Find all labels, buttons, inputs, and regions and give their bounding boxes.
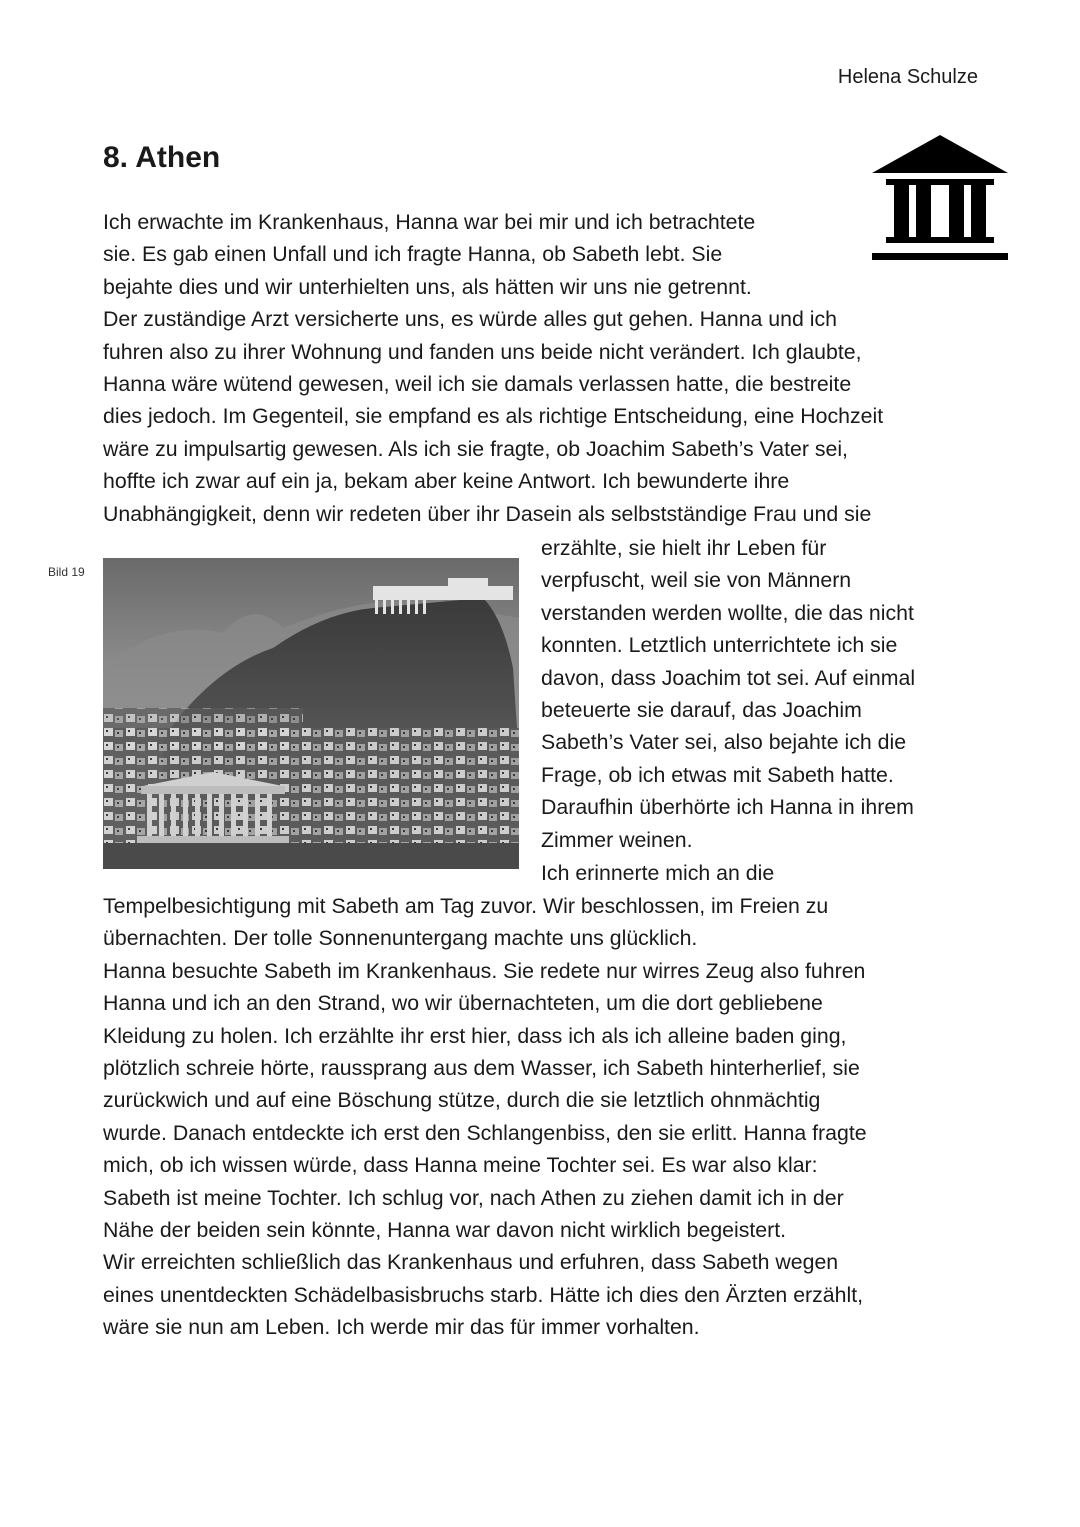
text-line: mich, ob ich wissen würde, dass Hanna meine Tochter sei. Es war also klar: [103,1153,818,1178]
text-line: übernachten. Der tolle Sonnenuntergang machte uns glücklich. [103,926,698,951]
author-name: Helena Schulze [837,66,978,88]
text-line: Ich erinnerte mich an die [541,861,775,885]
text-line: dies jedoch. Im Gegenteil, sie empfand es als richtige Entscheidung, eine Hochzeit [103,404,884,429]
text-line: eines unentdeckten Schädelbasisbruchs starb. Hätte ich dies den Ärzten erzählt, [103,1282,864,1307]
text-line: bejahte dies und wir unterhielten uns, als hätten wir uns nie getrennt. [103,274,752,299]
paragraph-continuation [103,890,983,1344]
text-line: hoffte ich zwar auf ein ja, bekam aber keine Antwort. Ich bewunderte ihre [103,469,790,494]
text-line: Wir erreichten schließlich das Krankenhaus und erfuhren, dass Sabeth wegen [103,1250,839,1275]
text-line: verstanden werden wollte, die das nicht [541,600,914,625]
text-line: wurde. Danach entdeckte ich erst den Schlangenbiss, den sie erlitt. Hanna fragte [103,1120,867,1145]
text-line: Zimmer weinen. [541,827,693,852]
text-line: verpfuscht, weil sie von Männern [541,568,852,593]
text-line: Nähe der beiden sein könnte, Hanna war davon nicht wirklich begeistert. [103,1218,787,1243]
text-line: sie. Es gab einen Unfall und ich fragte Hanna, ob Sabeth lebt. Sie [103,242,723,267]
text-line: plötzlich schreie hörte, raussprang aus dem Wasser, ich Sabeth hinterherlief, sie [103,1056,860,1081]
athens-acropolis-photo [103,558,519,869]
text-line: beteuerte sie darauf, das Joachim [541,698,862,723]
text-line: Hanna und ich an den Strand, wo wir übernachteten, um die dort gebliebene [103,991,823,1016]
paragraph-temple-start [541,857,981,889]
text-line: Kleidung zu holen. Ich erzählte ihr erst hier, dass ich als ich alleine baden ging, [103,1023,847,1048]
text-line: Ich erwachte im Krankenhaus, Hanna war bei mir und ich betrachtete [103,210,756,234]
text-line: zurückwich und auf eine Böschung stütze, durch die sie letztlich ohnmächtig [103,1088,821,1113]
chapter-title: 8. Athen [103,141,221,174]
text-line: Hanna besuchte Sabeth im Krankenhaus. Sie redete nur wirres Zeug also fuhren [103,958,866,983]
text-line: wäre sie nun am Leben. Ich werde mir das für immer vorhalten. [103,1315,700,1340]
text-line: Unabhängigkeit, denn wir redeten über ihr Dasein als selbstständige Frau und sie [103,501,872,526]
paragraph-wrap-right [541,532,981,856]
text-line: wäre zu impulsartig gewesen. Als ich sie fragte, ob Joachim Sabeth’s Vater sei, [103,436,848,461]
text-line: konnten. Letztlich unterrichtete ich sie [541,633,898,658]
figure-caption: Bild 19 [48,565,85,579]
text-line: Sabeth’s Vater sei, also bejahte ich die [541,730,907,755]
text-line: davon, dass Joachim tot sei. Auf einmal [541,665,916,690]
text-line: Sabeth ist meine Tochter. Ich schlug vor, nach Athen zu ziehen damit ich in der [103,1185,844,1210]
text-line: Tempelbesichtigung mit Sabeth am Tag zuvor. Wir beschlossen, im Freien zu [103,894,829,918]
text-line: fuhren also zu ihrer Wohnung und fanden uns beide nicht verändert. Ich glaubte, [103,339,862,364]
text-line: Frage, ob ich etwas mit Sabeth hatte. [541,762,894,787]
text-line: Daraufhin überhörte ich Hanna in ihrem [541,795,914,820]
text-line: Der zuständige Arzt versicherte uns, es würde alles gut gehen. Hanna und ich [103,307,837,332]
text-line: Hanna wäre wütend gewesen, weil ich sie damals verlassen hatte, die bestreite [103,372,852,397]
text-line: erzählte, sie hielt ihr Leben für [541,536,827,560]
paragraph-intro [103,206,983,530]
